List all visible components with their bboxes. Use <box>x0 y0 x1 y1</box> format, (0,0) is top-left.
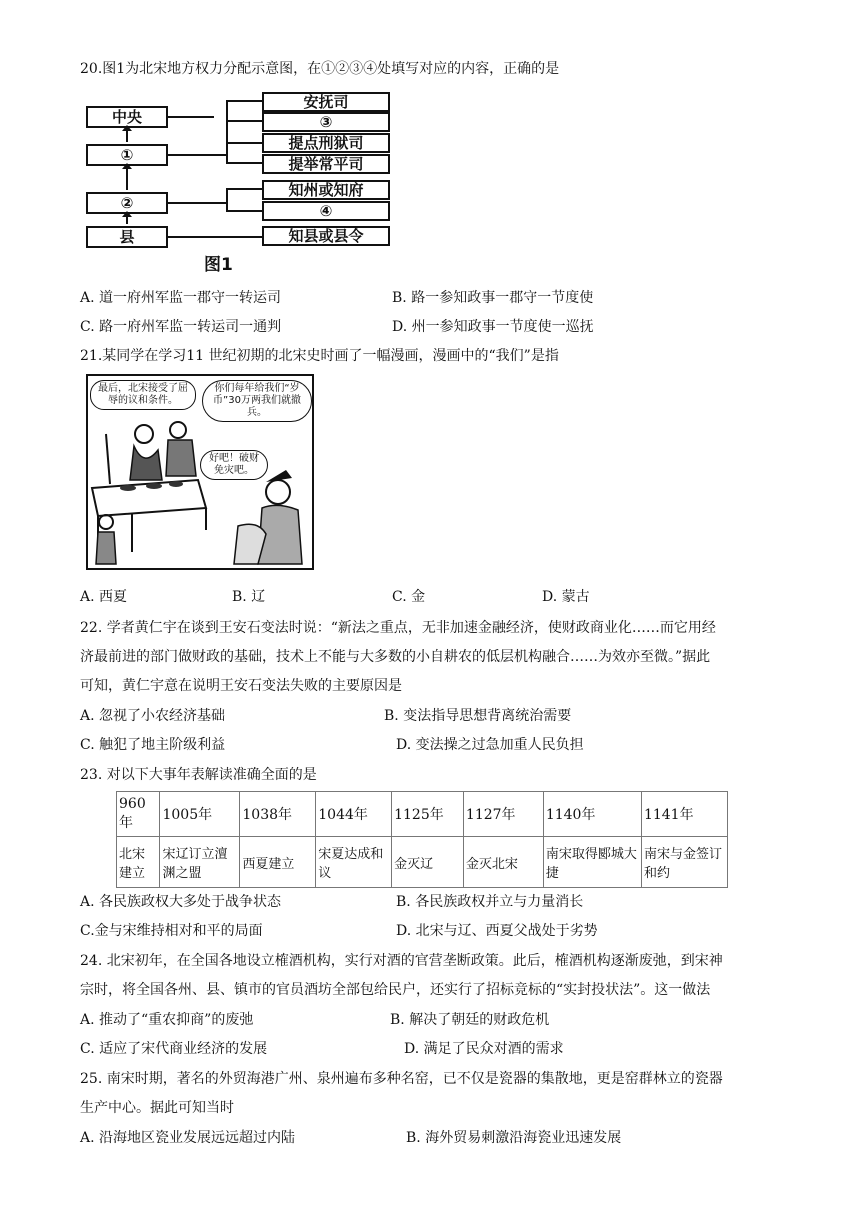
table-row-years <box>117 792 728 837</box>
cartoon-bubble-narration: 最后，北宋接受了屈辱的议和条件。 <box>90 380 196 410</box>
diagram-box-center: 中央 <box>86 106 168 128</box>
arrow-line-2 <box>126 166 128 190</box>
q24-option-a[interactable]: A. 推动了“重农抑商”的废弛 <box>80 1012 254 1028</box>
year-cell: 1127年 <box>463 792 543 837</box>
diagram-box-changping: 提举常平司 <box>262 154 390 174</box>
q23-option-c[interactable]: C.金与宋维持相对和平的局面 <box>80 923 263 939</box>
diagram-box-4: ④ <box>262 201 390 221</box>
q20-option-c[interactable]: C. 路一府州军监一转运司一通判 <box>80 319 282 335</box>
q23-option-b[interactable]: B. 各民族政权并立与力量消长 <box>396 894 584 910</box>
q22-stem-line1: 22. 学者黄仁宇在谈到王安石变法时说：“新法之重点，无非加速金融经济，使财政商业化……而它用经 <box>80 620 716 636</box>
diagram-box-anfu: 安抚司 <box>262 92 390 112</box>
arrow-up-icon <box>122 163 132 169</box>
connector <box>168 236 262 238</box>
q20-option-d[interactable]: D. 州一参知政事一节度使一巡抚 <box>392 319 594 335</box>
connector <box>226 100 262 102</box>
q22-option-c[interactable]: C. 触犯了地主阶级利益 <box>80 737 226 753</box>
q21-option-d[interactable]: D. 蒙古 <box>542 589 590 605</box>
q22-stem-line3: 可知，黄仁宇意在说明王安石变法失败的主要原因是 <box>80 678 402 694</box>
event-cell: 北宋建立 <box>117 837 160 888</box>
year-cell: 1005年 <box>160 792 240 837</box>
q24-stem-line1: 24. 北宋初年，在全国各地设立榷酒机构，实行对酒的官营垄断政策。此后，榷酒机构逐渐废弛，到宋神 <box>80 953 723 969</box>
connector <box>168 154 226 156</box>
q21-option-b[interactable]: B. 辽 <box>232 589 266 605</box>
year-cell: 1038年 <box>240 792 316 837</box>
year-cell: 960年 <box>117 792 160 837</box>
diagram-box-zhizhou: 知州或知府 <box>262 180 390 200</box>
connector <box>168 202 226 204</box>
diagram-box-1: ① <box>86 144 168 166</box>
q20-power-diagram <box>86 90 396 275</box>
q25-stem-line2: 生产中心。据此可知当时 <box>80 1100 234 1116</box>
year-cell: 1044年 <box>316 792 392 837</box>
event-cell: 宋夏达成和议 <box>316 837 392 888</box>
diagram-box-zhixian: 知县或县令 <box>262 226 390 246</box>
event-cell: 南宋与金签订和约 <box>641 837 727 888</box>
q24-stem-line2: 宗时，将全国各州、县、镇市的官员酒坊全部包给民户，还实行了招标竞标的“实封投状法”。这一做法 <box>80 982 711 998</box>
q23-events-table <box>116 791 728 888</box>
event-cell: 金灭北宋 <box>463 837 543 888</box>
q21-cartoon <box>86 374 314 570</box>
q25-option-b[interactable]: B. 海外贸易刺激沿海瓷业迅速发展 <box>406 1130 622 1146</box>
q25-stem-line1: 25. 南宋时期，著名的外贸海港广州、泉州遍布多种名窑，已不仅是瓷器的集散地，更是窑群林立的瓷器 <box>80 1071 723 1087</box>
q25-option-a[interactable]: A. 沿海地区瓷业发展远远超过内陆 <box>80 1130 296 1146</box>
q24-option-d[interactable]: D. 满足了民众对酒的需求 <box>404 1041 564 1057</box>
q20-option-a[interactable]: A. 道一府州军监一郡守一转运司 <box>80 290 282 306</box>
connector <box>168 116 214 118</box>
q21-stem: 21.某同学在学习11 世纪初期的北宋史时画了一幅漫画，漫画中的“我们”是指 <box>80 348 559 364</box>
connector <box>226 188 228 212</box>
year-cell: 1125年 <box>392 792 464 837</box>
connector <box>226 142 262 144</box>
q20-option-b[interactable]: B. 路一参知政事一郡守一节度使 <box>392 290 594 306</box>
q21-option-a[interactable]: A. 西夏 <box>80 589 128 605</box>
q22-option-b[interactable]: B. 变法指导思想背离统治需要 <box>384 708 572 724</box>
connector <box>226 188 262 190</box>
event-cell: 西夏建立 <box>240 837 316 888</box>
q24-option-c[interactable]: C. 适应了宋代商业经济的发展 <box>80 1041 268 1057</box>
diagram-box-3: ③ <box>262 112 390 132</box>
connector <box>226 210 262 212</box>
connector <box>226 162 262 164</box>
q22-option-a[interactable]: A. 忽视了小农经济基础 <box>80 708 226 724</box>
q22-stem-line2: 济最前进的部门做财政的基础，技术上不能与大多数的小自耕农的低层机构融合……为效亦至微。”据此 <box>80 649 711 665</box>
arrow-up-icon <box>122 125 132 131</box>
diagram-box-county: 县 <box>86 226 168 248</box>
diagram-caption: 图1 <box>204 255 233 275</box>
event-cell: 宋辽订立澶渊之盟 <box>160 837 240 888</box>
diagram-box-2: ② <box>86 192 168 214</box>
event-cell: 南宋取得郾城大捷 <box>543 837 641 888</box>
connector <box>226 100 228 164</box>
cartoon-bubble-demand: 你们每年给我们“岁币”30万两我们就撤兵。 <box>202 380 312 422</box>
q24-option-b[interactable]: B. 解决了朝廷的财政危机 <box>390 1012 550 1028</box>
connector <box>226 120 262 122</box>
arrow-up-icon <box>122 211 132 217</box>
q20-stem: 20.图1为北宋地方权力分配示意图，在①②③④处填写对应的内容，正确的是 <box>80 61 560 77</box>
diagram-box-xingyu: 提点刑狱司 <box>262 133 390 153</box>
q23-option-d[interactable]: D. 北宋与辽、西夏父战处于劣势 <box>396 923 598 939</box>
table-row-events <box>117 837 728 888</box>
q23-stem: 23. 对以下大事年表解读准确全面的是 <box>80 767 317 783</box>
event-cell: 金灭辽 <box>392 837 464 888</box>
q23-option-a[interactable]: A. 各民族政权大多处于战争状态 <box>80 894 282 910</box>
year-cell: 1140年 <box>543 792 641 837</box>
q21-option-c[interactable]: C. 金 <box>392 589 426 605</box>
year-cell: 1141年 <box>641 792 727 837</box>
cartoon-bubble-reply: 好吧！破财免灾吧。 <box>200 450 268 480</box>
q22-option-d[interactable]: D. 变法操之过急加重人民负担 <box>396 737 584 753</box>
